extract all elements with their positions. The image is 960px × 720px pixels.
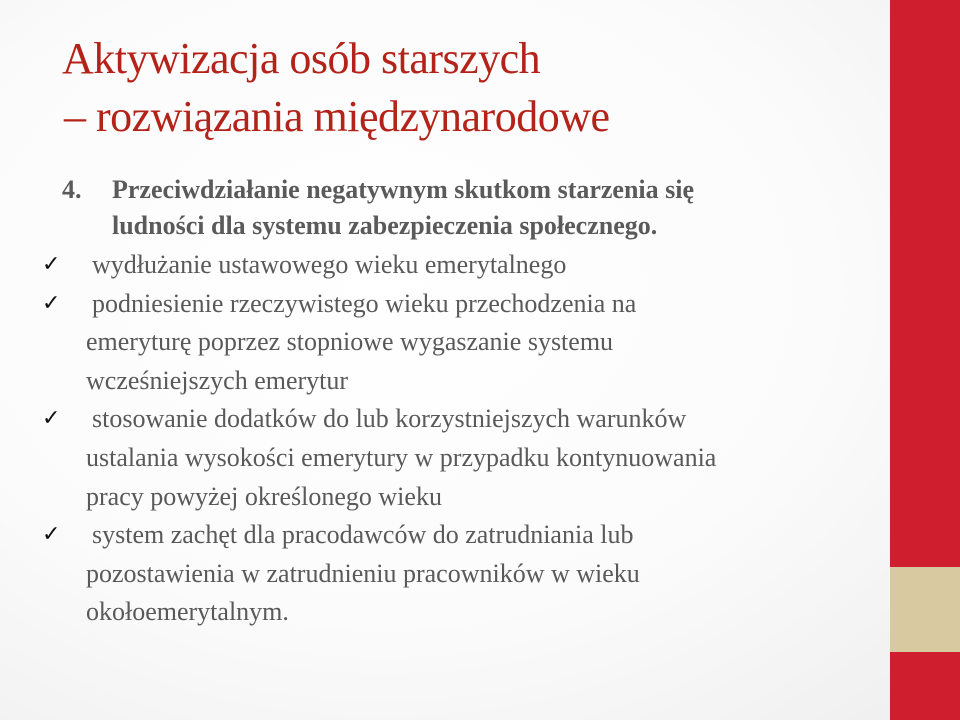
bullet-list [42, 246, 872, 632]
checkmark-icon: ✓ [42, 290, 61, 316]
title-line-1: Aktywizacja osób starszych [62, 34, 541, 83]
checkmark-icon: ✓ [42, 252, 61, 277]
bullet-text: ustalania wysokości emerytury w przypadku kontynuowania [86, 442, 717, 472]
section-heading-line-1: Przeciwdziałanie negatywnym skutkom starzenia się [112, 175, 695, 204]
bullet-item [42, 246, 872, 285]
bullet-item [42, 516, 872, 632]
bullet-item [42, 400, 872, 516]
bullet-text: wydłużanie ustawowego wieku emerytalnego [92, 250, 567, 279]
slide-title [62, 30, 862, 146]
checkmark-icon: ✓ [42, 406, 61, 432]
bullet-text: system zachęt dla pracodawców do zatrudniania lub [92, 520, 634, 550]
section-heading-line-2: ludności dla systemu zabezpieczenia społecznego. [112, 211, 658, 240]
bullet-text: stosowanie dodatków do lub korzystniejszych warunków [92, 404, 687, 434]
bullet-item [42, 285, 872, 401]
bullet-text: emeryturę poprzez stopniowe wygaszanie systemu [86, 327, 614, 357]
checkmark-icon: ✓ [42, 522, 61, 548]
bullet-text: okołoemerytalnym. [86, 597, 289, 627]
accent-block [890, 567, 960, 652]
bullet-text: wcześniejszych emerytur [86, 365, 349, 395]
title-line-2: – rozwiązania międzynarodowe [64, 92, 610, 141]
bullet-text: podniesienie rzeczywistego wieku przechodzenia na [92, 288, 637, 318]
bullet-text: pracy powyżej określonego wieku [86, 481, 442, 511]
section-heading [62, 172, 862, 244]
section-number: 4. [62, 175, 82, 204]
bullet-text: pozostawienia w zatrudnieniu pracowników w wieku [86, 558, 640, 588]
